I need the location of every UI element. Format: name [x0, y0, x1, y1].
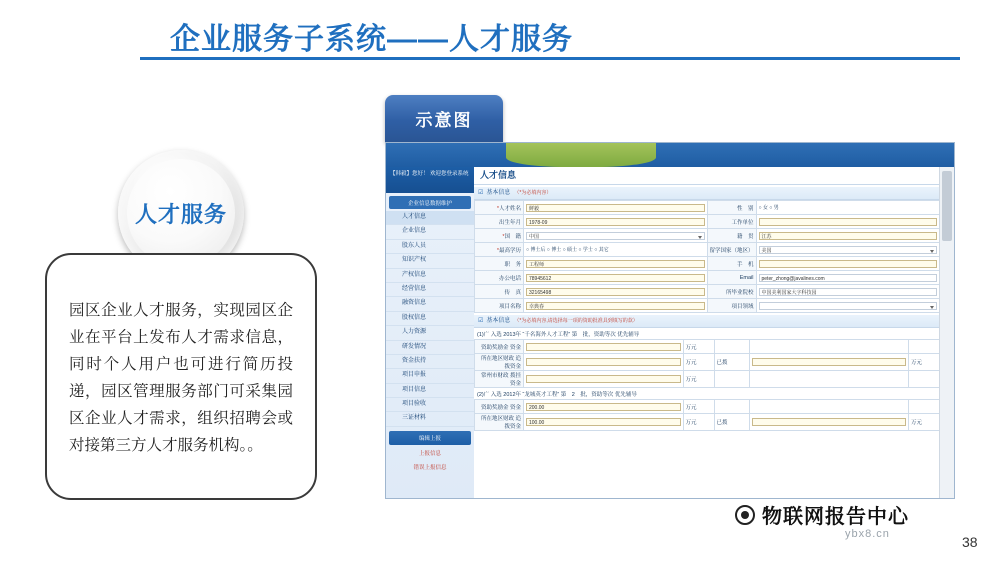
description-card	[45, 253, 317, 500]
label-project-name: 项目名称	[475, 299, 524, 313]
cell-project-name	[524, 299, 708, 313]
unit-extra-local-1: 万元	[909, 354, 940, 371]
project-name-input[interactable]: 幸典春	[526, 302, 705, 310]
table-row	[475, 215, 940, 229]
cell-local-fund-2	[524, 414, 684, 431]
label-local-fund-1: 所在地区财政 追拨资金	[475, 354, 524, 371]
city-fund-input-1[interactable]	[526, 375, 681, 383]
label-project-field: 项目领域	[707, 299, 756, 313]
unit-extra-award-2	[909, 400, 940, 414]
error-report-link[interactable]: 错误上报信息	[413, 464, 447, 471]
table-row	[475, 354, 940, 371]
section-funding-header	[474, 315, 940, 328]
sidebar-welcome: 【韩毅】您好！ 欢迎您登录系统	[386, 167, 474, 193]
unit-award-fund-1: 万元	[683, 340, 714, 354]
label-graduate-school: 所毕业院校	[707, 285, 756, 299]
local-fund-paid-input-1[interactable]	[752, 358, 907, 366]
cell-graduate-school	[756, 285, 940, 299]
section2-title: 基本信息	[486, 318, 511, 324]
education-radio-group[interactable]: ○ 博士后 ○ 博士 ○ 硕士 ○ 学士 ○ 其它	[526, 247, 609, 253]
cell-extra-local-2	[749, 414, 909, 431]
title-divider	[140, 57, 960, 60]
section-basic-info-header	[474, 187, 940, 200]
project-field-select[interactable]	[759, 302, 938, 310]
cell-email	[756, 271, 940, 285]
cell-gender	[756, 201, 940, 215]
sidebar-item-operations[interactable]: 经营信息	[386, 283, 474, 297]
local-fund-input-1[interactable]	[526, 358, 681, 366]
extra-label-award-1	[714, 340, 749, 354]
cell-extra-local-1	[749, 354, 909, 371]
sidebar-item-talent-info[interactable]: 人才信息	[386, 211, 474, 225]
label-work-unit: 工作单位	[707, 215, 756, 229]
work-unit-input[interactable]	[759, 218, 938, 226]
edit-report-button[interactable]: 编辑上报	[389, 431, 471, 445]
reported-info-link[interactable]: 上报信息	[418, 450, 441, 457]
label-local-fund-2: 所在地区财政 追拨资金	[475, 414, 524, 431]
page-number: 38	[962, 534, 978, 550]
sidebar-menu	[386, 211, 474, 427]
gender-radio-group[interactable]: ○ 女 ○ 男	[758, 205, 779, 211]
nationality-select[interactable]: 中国	[526, 232, 705, 240]
award-fund-input-2[interactable]: 200.00	[526, 403, 681, 411]
graduate-school-input[interactable]: 中国美利国家大字科技园	[759, 288, 938, 296]
table-row	[475, 299, 940, 313]
extra-label-local-2: 已拨	[714, 414, 749, 431]
birth-input[interactable]: 1978-09	[526, 218, 705, 226]
cell-study-country	[756, 243, 940, 257]
app-header-bar	[386, 143, 954, 167]
table-row	[475, 340, 940, 354]
label-birth: 出生年月	[475, 215, 524, 229]
label-text: 国 籍	[504, 233, 521, 240]
label-award-fund-1: 资助奖励金 资金	[475, 340, 524, 354]
sidebar-actions	[386, 431, 474, 473]
cell-office-phone	[524, 271, 708, 285]
sidebar-item-property[interactable]: 产权信息	[386, 269, 474, 283]
section1-hint: （*为必填内容）	[514, 190, 552, 196]
sidebar-item-hr[interactable]: 人力资源	[386, 326, 474, 340]
cell-hometown	[756, 229, 940, 243]
extra-label-local-1: 已拨	[714, 354, 749, 371]
fax-input[interactable]: 32165498	[526, 288, 705, 296]
cell-fax	[524, 285, 708, 299]
funding-group-2-header: (2)广 入选 2012年 “龙城英才工程” 第 2 批，资助等次 优先辅导	[477, 392, 637, 398]
extra-label-award-2	[714, 400, 749, 414]
table-row	[475, 285, 940, 299]
sidebar-item-rnd[interactable]: 研发情况	[386, 341, 474, 355]
unit-extra-city-1	[909, 371, 940, 388]
circle-label: 人才服务	[134, 201, 227, 227]
app-content	[474, 167, 940, 498]
section-toggle-icon[interactable]: ☑	[478, 190, 484, 196]
email-input[interactable]: peter_zhong@javalines.com	[759, 274, 938, 282]
app-screenshot	[385, 142, 955, 499]
table-row	[475, 229, 940, 243]
unit-extra-local-2: 万元	[909, 414, 940, 431]
label-gender: 性 别	[707, 201, 756, 215]
cell-mobile	[756, 257, 940, 271]
funding-group-1-header: (1)广 入选 2013年 “千名海外人才工程” 第 批，资助等次 优先辅导	[477, 332, 640, 338]
cell-birth	[524, 215, 708, 229]
section2-toggle-icon[interactable]: ☑	[478, 318, 484, 324]
unit-city-fund-1: 万元	[683, 371, 714, 388]
app-logo	[506, 143, 656, 167]
label-text: 最高学历	[498, 247, 521, 254]
footer-logo-text: 物联网报告中心	[762, 506, 909, 528]
cell-award-fund-1	[524, 340, 684, 354]
label-email: Email	[707, 271, 756, 285]
label-study-country: 留学国家（地区）	[707, 243, 756, 257]
label-text: 人才姓名	[498, 205, 521, 212]
award-fund-input-1[interactable]	[526, 343, 681, 351]
sidebar-item-project-info[interactable]: 项目信息	[386, 384, 474, 398]
label-nationality: *国 籍	[475, 229, 524, 243]
app-sidebar	[386, 167, 475, 498]
cell-extra-award-1	[749, 340, 909, 354]
unit-extra-award-1	[909, 340, 940, 354]
label-position: 职 务	[475, 257, 524, 271]
description-text: 园区企业人才服务，实现园区企业在平台上发布人才需求信息，同时个人用户也可进行简历投递，园区管理服务部门可采集园区企业人才需求，组织招聘会或对接第三方人才服务机构。。	[69, 302, 293, 454]
hometown-input[interactable]: 江苏	[759, 232, 938, 240]
table-row	[475, 257, 940, 271]
unit-award-fund-2: 万元	[683, 400, 714, 414]
sidebar-item-equity[interactable]: 股权信息	[386, 312, 474, 326]
sidebar-item-project-acceptance[interactable]: 项目验收	[386, 398, 474, 412]
table-row	[475, 371, 940, 388]
cell-award-fund-2	[524, 400, 684, 414]
local-fund-input-2[interactable]: 100.00	[526, 418, 681, 426]
watermark-text: ybx8.cn	[845, 528, 890, 540]
cell-position	[524, 257, 708, 271]
funding-table-1	[474, 339, 940, 388]
demo-tab-label: 示意图	[415, 111, 473, 130]
label-talent-name: *人才姓名	[475, 201, 524, 215]
label-city-fund-1: 常州市财政 拨挂资金	[475, 371, 524, 388]
sidebar-item-shareholders[interactable]: 股东人员	[386, 240, 474, 254]
sidebar-item-three-certs[interactable]: 三证材料	[386, 412, 474, 426]
footer-logo	[735, 500, 909, 529]
sidebar-group-title: 企业信息数据维护	[389, 196, 471, 209]
unit-local-fund-1: 万元	[683, 354, 714, 371]
label-award-fund-2: 资助奖励金 资金	[475, 400, 524, 414]
cell-project-field	[756, 299, 940, 313]
label-mobile: 手 机	[707, 257, 756, 271]
label-office-phone: 办公电话	[475, 271, 524, 285]
cell-work-unit	[756, 215, 940, 229]
table-row	[475, 414, 940, 431]
label-hometown: 籍 贯	[707, 229, 756, 243]
label-fax: 传 真	[475, 285, 524, 299]
cell-city-fund-1	[524, 371, 684, 388]
basic-info-form	[474, 200, 940, 313]
cell-local-fund-1	[524, 354, 684, 371]
table-row	[475, 243, 940, 257]
circle-inner	[127, 159, 235, 267]
section2-hint: （*为必填内容,请选择每一项的资助批准具到填写的款）	[514, 318, 638, 324]
table-row	[475, 201, 940, 215]
office-phone-input[interactable]: 78945612	[526, 274, 705, 282]
table-row	[475, 400, 940, 414]
sidebar-item-ip[interactable]: 知识产权	[386, 254, 474, 268]
extra-label-city-1	[714, 371, 749, 388]
funding-table-2	[474, 399, 940, 431]
unit-local-fund-2: 万元	[683, 414, 714, 431]
logo-badge-icon	[735, 505, 755, 525]
table-row	[475, 271, 940, 285]
sidebar-item-project-apply[interactable]: 项目申报	[386, 369, 474, 383]
sidebar-item-funding[interactable]: 资金扶持	[386, 355, 474, 369]
cell-education	[524, 243, 708, 257]
position-input[interactable]: 工程师	[526, 260, 705, 268]
study-country-select[interactable]: 美国	[759, 246, 938, 254]
cell-nationality	[524, 229, 708, 243]
scrollbar-thumb[interactable]	[942, 171, 952, 241]
sidebar-item-financing[interactable]: 融资信息	[386, 297, 474, 311]
talent-name-input[interactable]: 鲜毅	[526, 204, 705, 212]
mobile-input[interactable]	[759, 260, 938, 268]
section1-title: 基本信息	[486, 190, 511, 196]
page-title: 企业服务子系统——人才服务	[170, 23, 573, 56]
local-fund-paid-input-2[interactable]	[752, 418, 907, 426]
label-education: *最高学历	[475, 243, 524, 257]
cell-talent-name	[524, 201, 708, 215]
sidebar-item-enterprise-info[interactable]: 企业信息	[386, 225, 474, 239]
demo-tab	[385, 95, 503, 142]
content-scrollbar[interactable]	[939, 167, 954, 498]
cell-extra-award-2	[749, 400, 909, 414]
content-title: 人才信息	[474, 167, 940, 185]
cell-extra-city-1	[749, 371, 909, 388]
